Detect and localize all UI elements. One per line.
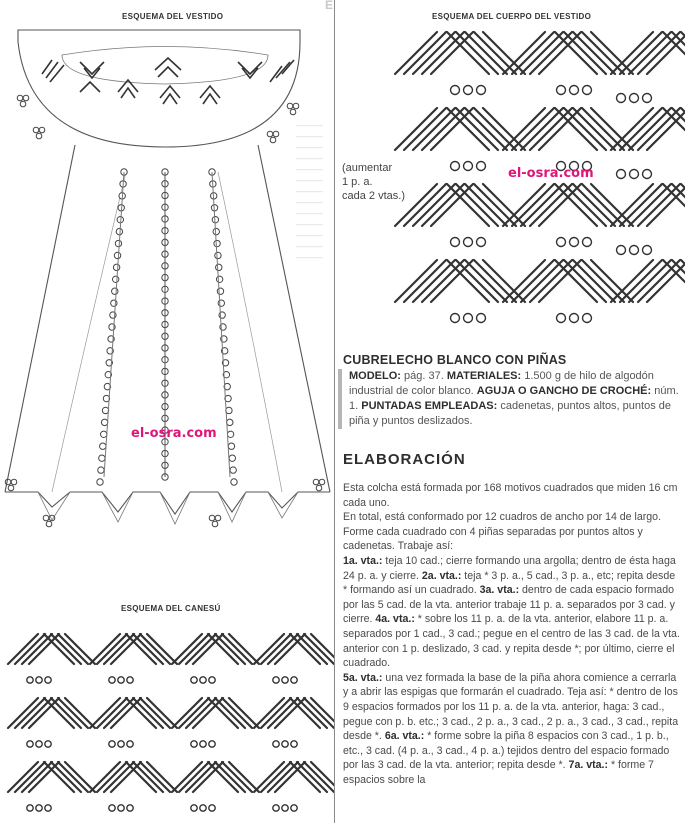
- watermark-right: el-osra.com: [508, 166, 594, 181]
- bead: [231, 479, 237, 485]
- project-title: CUBRELECHO BLANCO CON PIÑAS: [343, 353, 567, 367]
- chain-ring: [630, 94, 639, 103]
- modelo-label: MODELO:: [349, 370, 401, 382]
- materiales-value: 1.500 g de hilo de algodón industrial de color blanco.: [349, 370, 654, 397]
- bead: [228, 443, 234, 449]
- stitch-fan: [8, 762, 59, 792]
- stitch-fan: [172, 762, 223, 792]
- yoke-diagram-caption: ESQUEMA DEL CANESÚ: [121, 604, 221, 613]
- chain-ring: [477, 238, 486, 247]
- round-5-text: una vez formada la base de la piña ahora comience a cerrarla y a abrir las espigas que formarán el cuadrado. Teja así: * dentro de los 9 espacios formados por los 11 p. a. de la vta. anterior, haga: 3 cad., pegue con p. b. etc.; 3 cad., 2 p. a., 3 cad., 2 p. a., 3 cad., 3 cad., repita desde *.: [343, 671, 679, 743]
- stitch-fan: [611, 108, 685, 150]
- chain-ring: [127, 805, 133, 811]
- bead: [216, 276, 222, 282]
- chain-ring: [109, 741, 115, 747]
- chain-ring: [45, 741, 51, 747]
- yoke-schematic: [0, 628, 334, 823]
- bead: [101, 419, 107, 425]
- round-7-text: * forme 7 espacios sobre la: [343, 759, 654, 786]
- bead: [227, 431, 233, 437]
- stitch-fan: [208, 634, 259, 664]
- chain-ring: [583, 86, 592, 95]
- bead: [113, 264, 119, 270]
- stitch-fan: [611, 184, 685, 226]
- chain-ring: [282, 677, 288, 683]
- chain-ring: [36, 805, 42, 811]
- stitch-fan: [126, 634, 177, 664]
- round-4-label: 4a. vta.:: [375, 613, 415, 626]
- chain-ring: [282, 741, 288, 747]
- chain-ring: [464, 86, 473, 95]
- round-5-label: 5a. vta.:: [343, 671, 383, 684]
- bead: [112, 288, 118, 294]
- increase-note: [342, 161, 405, 203]
- chain-ring: [583, 314, 592, 323]
- stitch-fan: [208, 762, 259, 792]
- bead: [213, 228, 219, 234]
- bleed-through-text: ——— ——— ——— ——— ——— ——— ——— ——— ——— ——— ——— ——— ———: [296, 120, 323, 262]
- chain-ring: [36, 741, 42, 747]
- chain-ring: [291, 677, 297, 683]
- chain-ring: [451, 314, 460, 323]
- bead: [98, 467, 104, 473]
- chain-ring: [209, 741, 215, 747]
- materials-block: [349, 369, 681, 429]
- puntadas-value: cadenetas, puntos altos, puntos de piña y puntos deslizados.: [349, 400, 671, 427]
- chain-ring: [118, 805, 124, 811]
- bead: [229, 455, 235, 461]
- round-3-label: 3a. vta.:: [479, 584, 520, 597]
- instructions-text: [343, 481, 681, 823]
- chain-ring: [36, 677, 42, 683]
- chain-ring: [291, 741, 297, 747]
- chain-ring: [557, 86, 566, 95]
- watermark-left: el-osra.com: [131, 426, 217, 441]
- stitch-fan: [254, 698, 305, 728]
- chain-ring: [630, 246, 639, 255]
- dress-schematic: [0, 22, 334, 532]
- stitch-fan: [611, 32, 685, 74]
- chain-ring: [464, 314, 473, 323]
- bead: [112, 276, 118, 282]
- bead: [215, 252, 221, 258]
- chain-ring: [45, 805, 51, 811]
- bead: [214, 240, 220, 246]
- stitch-fan: [126, 698, 177, 728]
- aguja-value: núm. 1.: [349, 385, 679, 412]
- stitch-fan: [44, 762, 95, 792]
- chain-ring: [557, 314, 566, 323]
- bead: [216, 264, 222, 270]
- bleed-through-heading: E: [325, 0, 334, 11]
- chain-ring: [570, 314, 579, 323]
- bead: [97, 479, 103, 485]
- rounds-5-7: [343, 671, 681, 788]
- chain-ring: [477, 86, 486, 95]
- stitch-fan: [290, 698, 334, 728]
- stitch-fan: [44, 634, 95, 664]
- elaboracion-heading: ELABORACIÓN: [343, 451, 466, 468]
- stitch-fan: [90, 698, 141, 728]
- chain-ring: [643, 246, 652, 255]
- increase-note-line-2: 1 p. a.: [342, 176, 373, 188]
- materiales-label: MATERIALES:: [446, 370, 522, 382]
- bead: [218, 300, 224, 306]
- bead: [100, 443, 106, 449]
- chain-ring: [617, 94, 626, 103]
- stitch-fan: [90, 634, 141, 664]
- bodice-diagram-caption: ESQUEMA DEL CUERPO DEL VESTIDO: [432, 12, 592, 21]
- bead: [217, 288, 223, 294]
- chain-ring: [200, 741, 206, 747]
- chain-ring: [109, 805, 115, 811]
- bead: [111, 300, 117, 306]
- chain-ring: [27, 677, 33, 683]
- chain-ring: [273, 677, 279, 683]
- chain-ring: [617, 246, 626, 255]
- modelo-value: pág. 37.: [400, 370, 447, 382]
- column-divider: [334, 0, 335, 823]
- stitch-fan: [290, 634, 334, 664]
- stitch-fan: [208, 698, 259, 728]
- chain-ring: [643, 170, 652, 179]
- increase-note-line-1: (aumentar: [342, 162, 393, 174]
- chain-ring: [27, 741, 33, 747]
- increase-note-line-3: cada 2 vtas.): [342, 190, 405, 202]
- chain-ring: [273, 805, 279, 811]
- chain-ring: [118, 677, 124, 683]
- bead: [114, 252, 120, 258]
- chain-ring: [209, 805, 215, 811]
- stitch-fan: [8, 698, 59, 728]
- chain-ring: [109, 677, 115, 683]
- chain-ring: [617, 170, 626, 179]
- stitch-fan: [44, 698, 95, 728]
- intro-paragraph-2: En total, está conformado por 12 cuadros de ancho por 14 de largo. Forme cada cuadrado con 4 piñas separadas por puntos altos y cadenetas. Trabaje así:: [343, 511, 662, 553]
- chain-ring: [191, 741, 197, 747]
- chain-ring: [451, 86, 460, 95]
- chain-ring: [118, 741, 124, 747]
- round-2-text: teja * 3 p. a., 5 cad., 3 p. a., etc; repita desde * formando así un cuadrado.: [343, 569, 676, 597]
- chain-ring: [451, 162, 460, 171]
- chain-ring: [200, 805, 206, 811]
- round-1-label: 1a. vta.:: [343, 554, 383, 567]
- chain-ring: [209, 677, 215, 683]
- chain-ring: [477, 314, 486, 323]
- materials-accent-bar: [338, 369, 342, 429]
- chain-ring: [477, 162, 486, 171]
- chain-ring: [291, 805, 297, 811]
- dress-diagram-caption: ESQUEMA DEL VESTIDO: [122, 12, 224, 21]
- bead: [100, 431, 106, 437]
- chain-ring: [273, 741, 279, 747]
- stitch-fan: [8, 634, 59, 664]
- chain-ring: [282, 805, 288, 811]
- bodice-schematic: [385, 26, 685, 336]
- aguja-label: AGUJA O GANCHO DE CROCHÉ:: [476, 385, 652, 397]
- chain-ring: [583, 238, 592, 247]
- chain-ring: [464, 238, 473, 247]
- chain-ring: [191, 677, 197, 683]
- chain-ring: [127, 741, 133, 747]
- bead: [99, 455, 105, 461]
- stitch-fan: [254, 634, 305, 664]
- round-6-label: 6a. vta.:: [384, 730, 425, 743]
- bead: [230, 467, 236, 473]
- chain-ring: [27, 805, 33, 811]
- stitch-fan: [172, 634, 223, 664]
- chain-ring: [557, 238, 566, 247]
- chain-ring: [464, 162, 473, 171]
- round-6-text: * forme sobre la piña 8 espacios con 3 cad., 1 p. b., etc., 3 cad. (4 p. a., 3 cad., 4 p. a.) tejidos dentro del espacio formado por las 3 cad. de la vta. anterior; repita desde *.: [343, 730, 670, 772]
- stitch-fan: [172, 698, 223, 728]
- round-1-text: teja 10 cad.; cierre formando una argolla; dentro de ésta haga 24 p. a. y cierre.: [343, 554, 676, 582]
- chain-ring: [45, 677, 51, 683]
- chain-ring: [127, 677, 133, 683]
- chain-ring: [570, 238, 579, 247]
- round-7-label: 7a. vta.:: [568, 759, 608, 772]
- intro-paragraph-1: Esta colcha está formada por 168 motivos cuadrados que miden 16 cm cada uno.: [343, 482, 678, 509]
- chain-ring: [451, 238, 460, 247]
- stitch-fan: [611, 260, 685, 302]
- bead: [227, 419, 233, 425]
- bead: [115, 240, 121, 246]
- chain-ring: [200, 677, 206, 683]
- chain-ring: [630, 170, 639, 179]
- bead: [116, 228, 122, 234]
- stitch-fan: [126, 762, 177, 792]
- puntadas-label: PUNTADAS EMPLEADAS:: [361, 400, 498, 412]
- round-2-label: 2a. vta.:: [421, 569, 462, 582]
- chain-ring: [643, 94, 652, 103]
- chain-ring: [191, 805, 197, 811]
- rounds-1-4: [343, 554, 681, 671]
- stitch-fan: [254, 762, 305, 792]
- round-3-text: dentro de cada espacio formado por las 5 cad. de la vta. anterior trabaje 11 p. a. separados por 3 cad. y cierre.: [343, 584, 675, 626]
- chain-ring: [570, 86, 579, 95]
- stitch-fan: [290, 762, 334, 792]
- stitch-fan: [90, 762, 141, 792]
- round-4-text: * sobre los 11 p. a. de la vta. anterior, elabore 11 p. a. separados por 1 cad., 3 cad.; pegue en el centro de las 3 cad. de la vta. anterior con 1 p. deslizado, 3 cad. y repita desde *; por último, cierre el cuadrado.: [343, 613, 680, 670]
